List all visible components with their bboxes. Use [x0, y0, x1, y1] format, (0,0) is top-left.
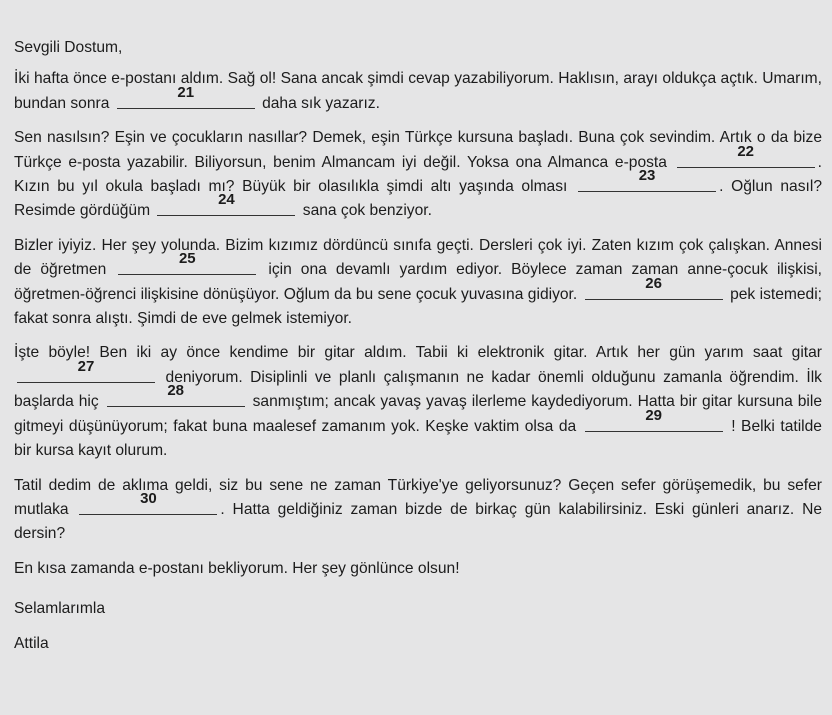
paragraph-2-text-a: Sen nasılsın? Eşin ve çocukların nasıllar? Demek, eşin Türkçe kursuna başladı. Buna çok sevindim. Artık o da bize Türkçe e-posta yazabilir. Biliyorsun, benim Almancam iyi değil. Yoksa ona Almanca e-posta [14, 129, 822, 171]
answer-blank-27[interactable] [17, 357, 155, 383]
paragraph-2-text-b: . Kızın bu yıl okula başladı mı? Büyük bir olasılıkla şimdi altı yaşında olması [14, 153, 822, 196]
blank-number-26: 26 [645, 274, 662, 292]
paragraph-1-text-b: daha sık yazarız. [262, 94, 380, 112]
paragraph-5-text-b: . Hatta geldiğiniz zaman bizde de birkaç gün kalabilirsiniz. Eski günleri anarız. Ne dersin? [14, 500, 822, 543]
paragraph-3-text-a: Bizler iyiyiz. Her şey yolunda. Bizim kızımız dördüncü sınıfa geçti. Dersleri çok iyi. Zaten kızım çok çalışkan. Annesi de öğretmen [14, 236, 822, 279]
blank-number-28: 28 [167, 382, 184, 400]
blank-number-25: 25 [178, 250, 196, 268]
signature: Attila [14, 634, 49, 652]
answer-blank-26[interactable] [585, 274, 723, 300]
answer-blank-24[interactable] [157, 191, 295, 216]
paragraph-4-text-d: ! Belki tatilde bir kursa kayıt olurum. [14, 417, 822, 460]
paragraph-3-text-c: pek istemedi; fakat sonra alıştı. Şimdi de eve gelmek istemiyor. [14, 285, 823, 328]
letter-body [14, 36, 822, 656]
blank-number-27: 27 [77, 357, 95, 375]
blank-number-24: 24 [218, 191, 235, 209]
blank-number-29: 29 [645, 406, 663, 424]
paragraph-4 [14, 341, 822, 463]
paragraph-4-text-b: deniyorum. Disiplinli ve planlı çalışmanın ne kadar önemli olduğunu zamanla öğrendim. İlk başlarda hiç [14, 368, 822, 411]
greeting: Sevgili Dostum, [14, 39, 123, 56]
answer-blank-23[interactable] [578, 167, 716, 192]
paragraph-6: En kısa zamanda e-postanı bekliyorum. Her şey gönlünce olsun! [14, 559, 460, 577]
blank-number-22: 22 [737, 142, 754, 160]
paragraph-1-text-a: İki hafta önce e-postanı aldım. Sağ ol! Sana ancak şimdi cevap yazabiliyorum. Haklısın, arayı oldukça açtık. Umarım, bundan sonra [14, 70, 822, 112]
paragraph-1 [14, 67, 822, 116]
paragraph-2-text-d: sana çok benziyor. [302, 202, 432, 220]
closing: Selamlarımla [14, 600, 105, 618]
paragraph-5 [14, 474, 822, 547]
answer-blank-28[interactable] [107, 382, 245, 407]
answer-blank-22[interactable] [677, 142, 815, 168]
paragraph-4-text-c: sanmıştım; ancak yavaş yavaş ilerleme kaydediyorum. Hatta bir gitar kursuna bile gitmeyi düşünüyorum; fakat buna maalesef zamanım yok. Keşke vaktim olsa da [14, 393, 823, 435]
answer-blank-29[interactable] [585, 406, 723, 432]
paragraph-2-text-c: . Oğlun nasıl? Resimde gördüğüm [14, 178, 822, 220]
paragraph-3-text-b: için ona devamlı yardım ediyor. Böylece zaman zaman anne-çocuk ilişkisi, öğretmen-öğrenci ilişkisine dönüşüyor. Oğlum da bu sene çocuk yuvasına gidiyor. [14, 261, 823, 303]
paragraph-2 [14, 126, 822, 224]
blank-number-23: 23 [638, 167, 656, 185]
blank-number-21: 21 [177, 83, 195, 101]
paragraph-4-text-a: İşte böyle! Ben iki ay önce kendime bir gitar aldım. Tabii ki elektronik gitar. Artık her gün yarım saat gitar [14, 344, 822, 362]
paragraph-5-text-a: Tatil dedim de aklıma geldi, siz bu sene ne zaman Türkiye'ye geliyorsunuz? Geçen sefer görüşemedik, bu sefer mutlaka [14, 476, 822, 518]
answer-blank-21[interactable] [117, 83, 255, 109]
answer-blank-25[interactable] [118, 250, 256, 275]
answer-blank-30[interactable] [79, 489, 217, 515]
blank-number-30: 30 [140, 489, 157, 507]
paragraph-3 [14, 234, 822, 332]
